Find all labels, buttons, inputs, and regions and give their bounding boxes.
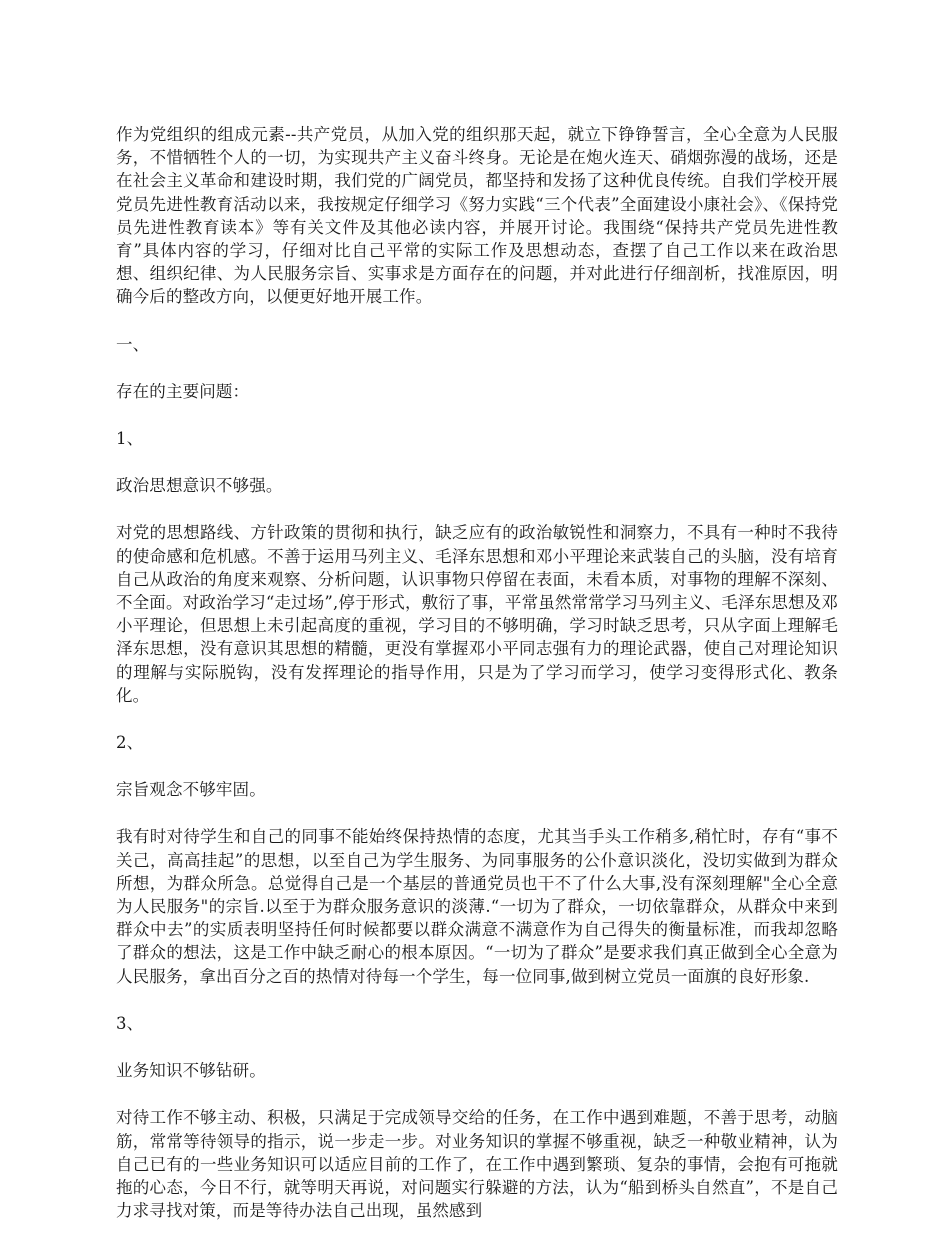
section-number: 一、 [116,334,150,354]
item-title: 政治思想意识不够强。 [116,476,283,496]
item-title: 业务知识不够钻研。 [116,1061,266,1081]
item-number: 1、 [116,429,144,449]
item-body: 我有时对待学生和自己的同事不能始终保持热情的态度，尤其当手头工作稍多,稍忙时，存有“事不关己，高高挂起”的思想，以至自己为学生服务、为同事服务的公仆意识淡化，没切实做到为群众所想，为群众所急。总觉得自己是一个基层的普通党员也干不了什么大事,没有深刻理解"全心全意为人民服务"的宗旨.以至于为群众服务意识的淡薄.“一切为了群众，一切依靠群众，从群众中来到群众中去”的实质表明坚持任何时候都要以群众满意不满意作为自己得失的衡量标准，而我却忽略了群众的想法，这是工作中缺乏耐心的根本原因。“一切为了群众”是要求我们真正做到全心全意为人民服务，拿出百分之百的热情对待每一个学生，每一位同事,做到树立党员一面旗的良好形象. [116,827,838,986]
document-page [116,123,838,1246]
item-body: 对待工作不够主动、积极，只满足于完成领导交给的任务，在工作中遇到难题，不善于思考，动脑筋，常常等待领导的指示，说一步走一步。对业务知识的掌握不够重视，缺乏一种敬业精神，认为自己已有的一些业务知识可以适应目前的工作了，在工作中遇到繁琐、复杂的事情，会抱有可拖就拖的心态，今日不行，就等明天再说，对问题实行躲避的方法，认为“船到桥头自然直”，不是自己力求寻找对策，而是等待办法自己出现，虽然感到 [116,1108,838,1221]
item-number: 2、 [116,733,144,753]
section-title: 存在的主要问题： [116,381,250,401]
item-body: 对党的思想路线、方针政策的贯彻和执行，缺乏应有的政治敏锐性和洞察力，不具有一种时不我待的使命感和危机感。不善于运用马列主义、毛泽东思想和邓小平理论来武装自己的头脑，没有培育自己从政治的角度来观察、分析问题，认识事物只停留在表面，未看本质，对事物的理解不深刻、不全面。对政治学习“走过场”,停于形式，敷衍了事，平常虽然常常学习马列主义、毛泽东思想及邓小平理论，但思想上未引起高度的重视，学习目的不够明确，学习时缺乏思考，只从字面上理解毛泽东思想，没有意识其思想的精髓，更没有掌握邓小平同志强有力的理论武器，使自己对理论知识的理解与实际脱钩，没有发挥理论的指导作用，只是为了学习而学习，使学习变得形式化、教条化。 [116,523,838,705]
item-number: 3、 [116,1013,144,1033]
item-title: 宗旨观念不够牢固。 [116,780,266,800]
intro-paragraph: 作为党组织的组成元素--共产党员，从加入党的组织那天起，就立下铮铮誓言，全心全意为人民服务，不惜牺牲个人的一切，为实现共产主义奋斗终身。无论是在炮火连天、硝烟弥漫的战场，还是在社会主义革命和建设时期，我们党的广阔党员，都坚持和发扬了这种优良传统。自我们学校开展党员先进性教育活动以来，我按规定仔细学习《努力实践“三个代表”全面建设小康社会》、《保持党员先进性教育读本》等有关文件及其他必读内容，并展开讨论。我围绕“保持共产党员先进性教育”具体内容的学习，仔细对比自己平常的实际工作及思想动态，查摆了自己工作以来在政治思想、组织纪律、为人民服务宗旨、实事求是方面存在的问题，并对此进行仔细剖析，找准原因，明确今后的整改方向，以便更好地开展工作。 [116,125,838,307]
